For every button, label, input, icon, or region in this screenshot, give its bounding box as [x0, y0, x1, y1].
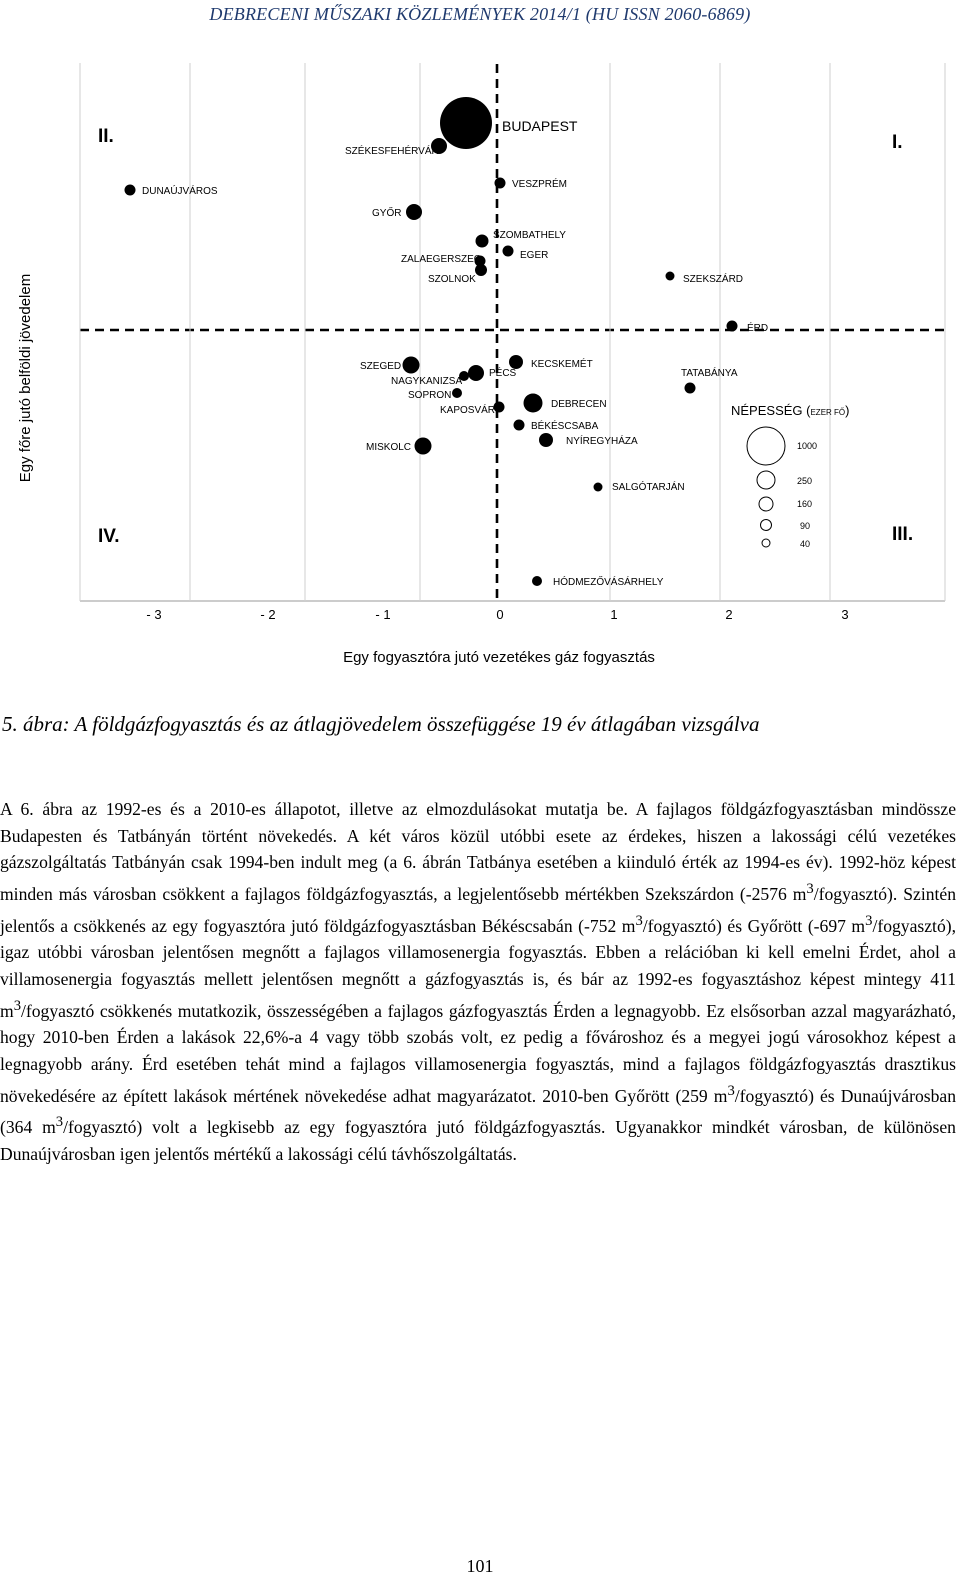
x-tick-label: 3 [841, 607, 849, 622]
point-miskolc [415, 438, 432, 455]
size-legend-title: NÉPESSÉG (EZER FŐ) [731, 403, 850, 418]
point-kecskemet [509, 355, 523, 369]
point-szombathely [476, 235, 489, 248]
paragraph-text: /fogyasztó), igaz utóbbi városban jelentősen megnőtt a fajlagos villamosenergia fogyasztás. Ebben a relációban ki kell emelni Érdet, ahol a villamosenergia fogyasztás mellett jelentősen megnőtt a gázfogyasztás is, és bár az 1992-es fogyasztáshoz képest mintegy 411 m [0, 915, 956, 1021]
quadrant-label-II: II. [98, 126, 114, 147]
point-veszprem [495, 178, 506, 189]
x-tick-label: - 1 [375, 607, 391, 622]
quadrant-label-III: III. [892, 524, 914, 545]
x-axis-ticks [80, 63, 945, 601]
point-debrecen [524, 394, 543, 413]
figure-caption: 5. ábra: A földgázfogyasztás és az átlagjövedelem összefüggése 19 év átlagában vizsgálva [2, 712, 760, 736]
point-label: NYÍREGYHÁZA [566, 436, 638, 447]
size-legend-circle-90 [761, 520, 772, 531]
point-gyor [406, 204, 422, 220]
point-label: NAGYKANIZSA [391, 376, 463, 387]
point-label: VESZPRÉM [512, 179, 568, 190]
point-dunaujvaros [125, 185, 136, 196]
paragraph-text: /fogyasztó) volt a legkisebb az egy fogyasztóra jutó földgázfogyasztás. Ugyanakkor mindkét városban, de különösen Dunaújvárosban igen jelentős mértékű a lakossági célú távhőszolgáltatás. [0, 1117, 956, 1164]
journal-header: DEBRECENI MŰSZAKI KÖZLEMÉNYEK 2014/1 (HU ISSN 2060-6869) [209, 4, 751, 24]
x-tick-label: 1 [610, 607, 618, 622]
paragraph-text: /fogyasztó). Szintén jelentős a csökkenés az egy fogyasztóra jutó földgázfogyasztásban Békéscsabán (-752 m [0, 883, 956, 936]
superscript: 3 [727, 1082, 735, 1099]
point-eger [503, 246, 514, 257]
point-kaposvar [494, 402, 505, 413]
point-salgotarjan [594, 483, 603, 492]
point-label: SOPRON [408, 390, 452, 401]
superscript: 3 [806, 881, 814, 898]
point-label: EGER [520, 250, 549, 261]
size-legend-circle-250 [757, 471, 775, 489]
size-legend-label: 160 [797, 499, 813, 509]
bubble-chart [0, 58, 960, 678]
point-label: SZEGED [360, 361, 402, 372]
point-label: DEBRECEN [551, 399, 607, 410]
point-label: SZÉKESFEHÉRVÁR [345, 146, 439, 157]
point-pecs [468, 365, 484, 381]
point-label: PÉCS [489, 368, 517, 379]
y-axis-label: Egy főre jutó belföldi jövedelem [17, 273, 34, 483]
x-tick-label: - 3 [146, 607, 162, 622]
city-points [125, 97, 738, 586]
point-label: HÓDMEZŐVÁSÁRHELY [553, 577, 664, 588]
point-sopron [452, 388, 462, 398]
superscript: 3 [865, 912, 873, 929]
size-legend-circle-1000 [747, 427, 785, 465]
size-legend [731, 403, 849, 549]
x-tick-labels [146, 607, 848, 622]
point-bekescsaba [514, 420, 525, 431]
point-nyiregyhaza [539, 433, 553, 447]
quadrant-label-I: I. [892, 132, 903, 153]
size-legend-label: 250 [797, 476, 813, 486]
point-label: BUDAPEST [502, 118, 578, 134]
point-label: KECSKEMÉT [531, 359, 593, 370]
superscript: 3 [635, 912, 643, 929]
point-szolnok [475, 264, 487, 276]
point-label: GYŐR [372, 208, 402, 219]
size-legend-label: 90 [800, 521, 811, 531]
point-label: SZOMBATHELY [493, 230, 566, 241]
size-legend-circle-40 [762, 539, 770, 547]
x-tick-label: 2 [725, 607, 733, 622]
point-label: ZALAEGERSZEG [401, 254, 482, 265]
point-label: DUNAÚJVÁROS [142, 186, 218, 197]
superscript: 3 [13, 997, 22, 1014]
point-label: SALGÓTARJÁN [612, 482, 685, 493]
paragraph-text: /fogyasztó csökkenés mutatkozik, összességében a fajlagos gázfogyasztás Érden a legnagyobb. Ez elsősorban azzal magyarázható, hogy 2010-ben Érden a lakások 22,6%-a 4 vagy több szobás volt, ez pedig a fővároshoz és a megyei jogú városokhoz képest a legnagyobb arány. Érd esetében tehát mind a fajlagos villamosenergia fogyasztás, mind a fajlagos földgázfogyasztás drasztikus növekedésére az épített lakások mértének növekedése adhat magyarázatot. 2010-ben Győrött (259 m [0, 1000, 956, 1106]
paragraph-text: /fogyasztó) és Dunaújvárosban (364 m [0, 1085, 956, 1138]
paragraph-text: /fogyasztó) és Győrött (-697 m [642, 915, 866, 936]
body-paragraph [0, 796, 956, 1167]
point-hodmezovasarhely [532, 576, 542, 586]
point-label: KAPOSVÁR [440, 405, 496, 416]
point-label: SZEKSZÁRD [683, 274, 744, 285]
quadrant-label-IV: IV. [98, 526, 120, 547]
x-tick-label: 0 [496, 607, 504, 622]
point-label: TATABÁNYA [681, 368, 738, 379]
size-legend-label: 40 [800, 539, 811, 549]
page-number: 101 [466, 1556, 494, 1576]
point-szekszard [666, 272, 675, 281]
point-label: MISKOLC [366, 442, 412, 453]
point-label: BÉKÉSCSABA [531, 421, 599, 432]
point-labels [142, 118, 768, 588]
point-erd [727, 321, 738, 332]
point-tatabanya [685, 383, 696, 394]
superscript: 3 [55, 1114, 64, 1131]
x-tick-label: - 2 [260, 607, 276, 622]
paragraph-text: A 6. ábra az 1992-es és a 2010-es állapotot, illetve az elmozdulásokat mutatja be. A fajlagos földgázfogyasztásban mindössze Budapesten és Tatbányán történt növekedés. A két város közül utóbbi esete az érdekes, hiszen a lakossági célú vezetékes gázszolgáltatás Tatbányán csak 1994-ben indult meg (a 6. ábrán Tatbánya esetében a kiinduló érték az 1994-es év). 1992-höz képest minden más városban csökkent a fajlagos földgázfogyasztás, a legjelentősebb mértékben Szekszárdon (-2576 m [0, 799, 956, 904]
point-budapest [440, 97, 492, 149]
point-szeged [403, 357, 420, 374]
point-label: ÉRD [747, 323, 769, 334]
size-legend-label: 1000 [797, 441, 818, 451]
size-legend-circle-160 [759, 497, 773, 511]
point-label: SZOLNOK [428, 274, 476, 285]
x-axis-label: Egy fogyasztóra jutó vezetékes gáz fogyasztás [343, 649, 655, 666]
